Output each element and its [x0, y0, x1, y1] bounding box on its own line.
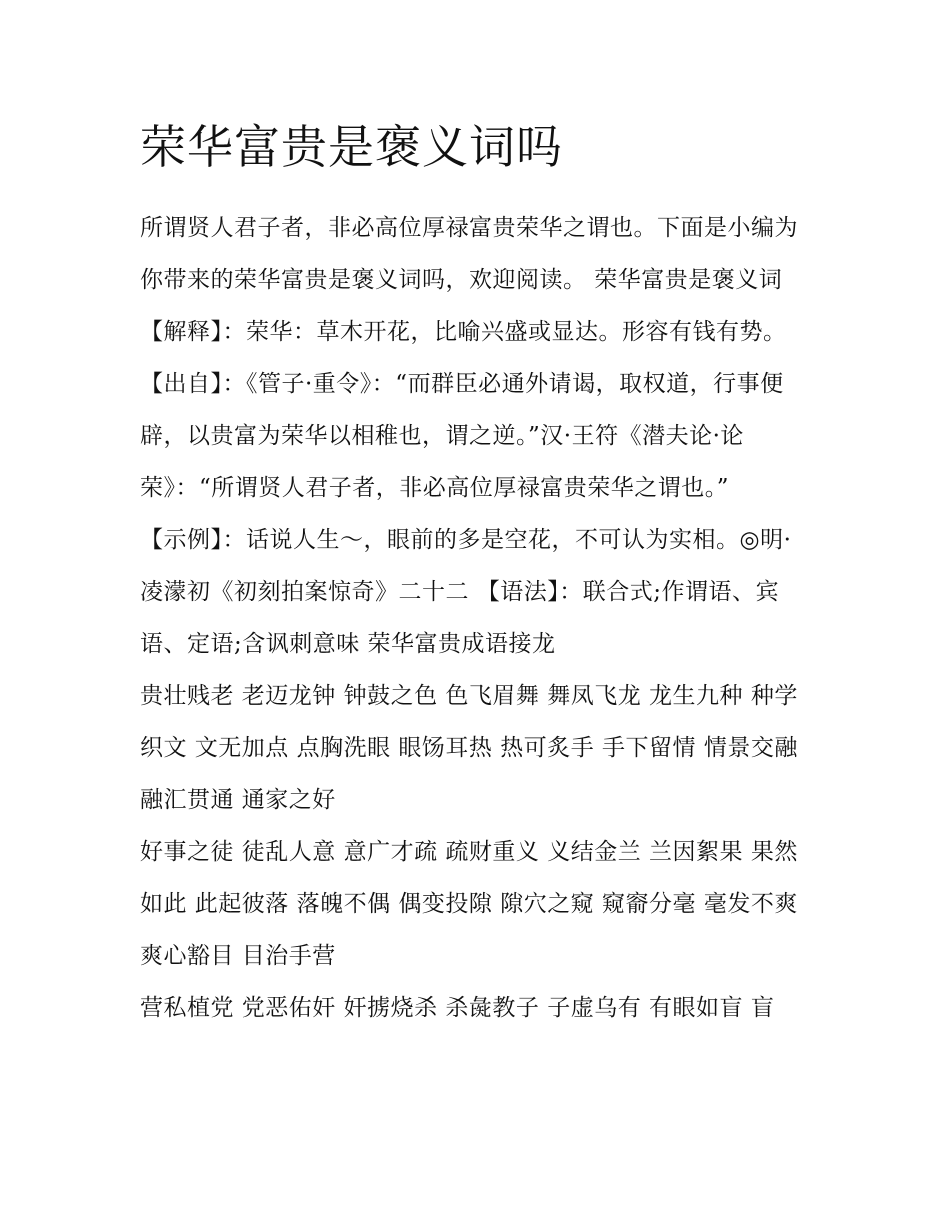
paragraph-intro: 所谓贤人君子者，非必高位厚禄富贵荣华之谓也。下面是小编为你带来的荣华富贵是褒义词吗，欢迎阅读。 荣华富贵是褒义词: [140, 215, 798, 293]
paragraph-idiom-chain-1: 贵壮贱老 老迈龙钟 钟鼓之色 色飞眉舞 舞凤飞龙 龙生九种 种学织文 文无加点 点胸洗眼 眼饧耳热 热可炙手 手下留情 情景交融 融汇贯通 通家之好: [140, 683, 798, 813]
page-title: 荣华富贵是褒义词吗: [140, 120, 563, 174]
paragraph-idiom-chain-3: 营私植党 党恶佑奸 奸掳烧杀 杀彘教子 子虚乌有 有眼如盲 盲: [140, 995, 775, 1021]
paragraph-explanation: 【解释】：荣华：草木开花，比喻兴盛或显达。形容有钱有势。: [140, 319, 787, 345]
paragraph-idiom-chain-2: 好事之徒 徒乱人意 意广才疏 疏财重义 义结金兰 兰因絮果 果然如此 此起彼落 落魄不偶 偶变投隙 隙穴之窥 窥窬分毫 毫发不爽 爽心豁目 目治手营: [140, 839, 798, 969]
paragraph-example: 【示例】：话说人生～，眼前的多是空花，不可认为实相。◎明·凌濛初《初刻拍案惊奇》二十二 【语法】：联合式;作谓语、宾语、定语;含讽刺意味 荣华富贵成语接龙: [140, 527, 792, 657]
paragraph-source: 【出自】：《管子·重令》：“而群臣必通外请谒，取权道，行事便辟，以贵富为荣华以相稚也，谓之逆。”汉·王符《潜夫论·论荣》：“所谓贤人君子者，非必高位厚禄富贵荣华之谓也。”: [140, 371, 784, 501]
